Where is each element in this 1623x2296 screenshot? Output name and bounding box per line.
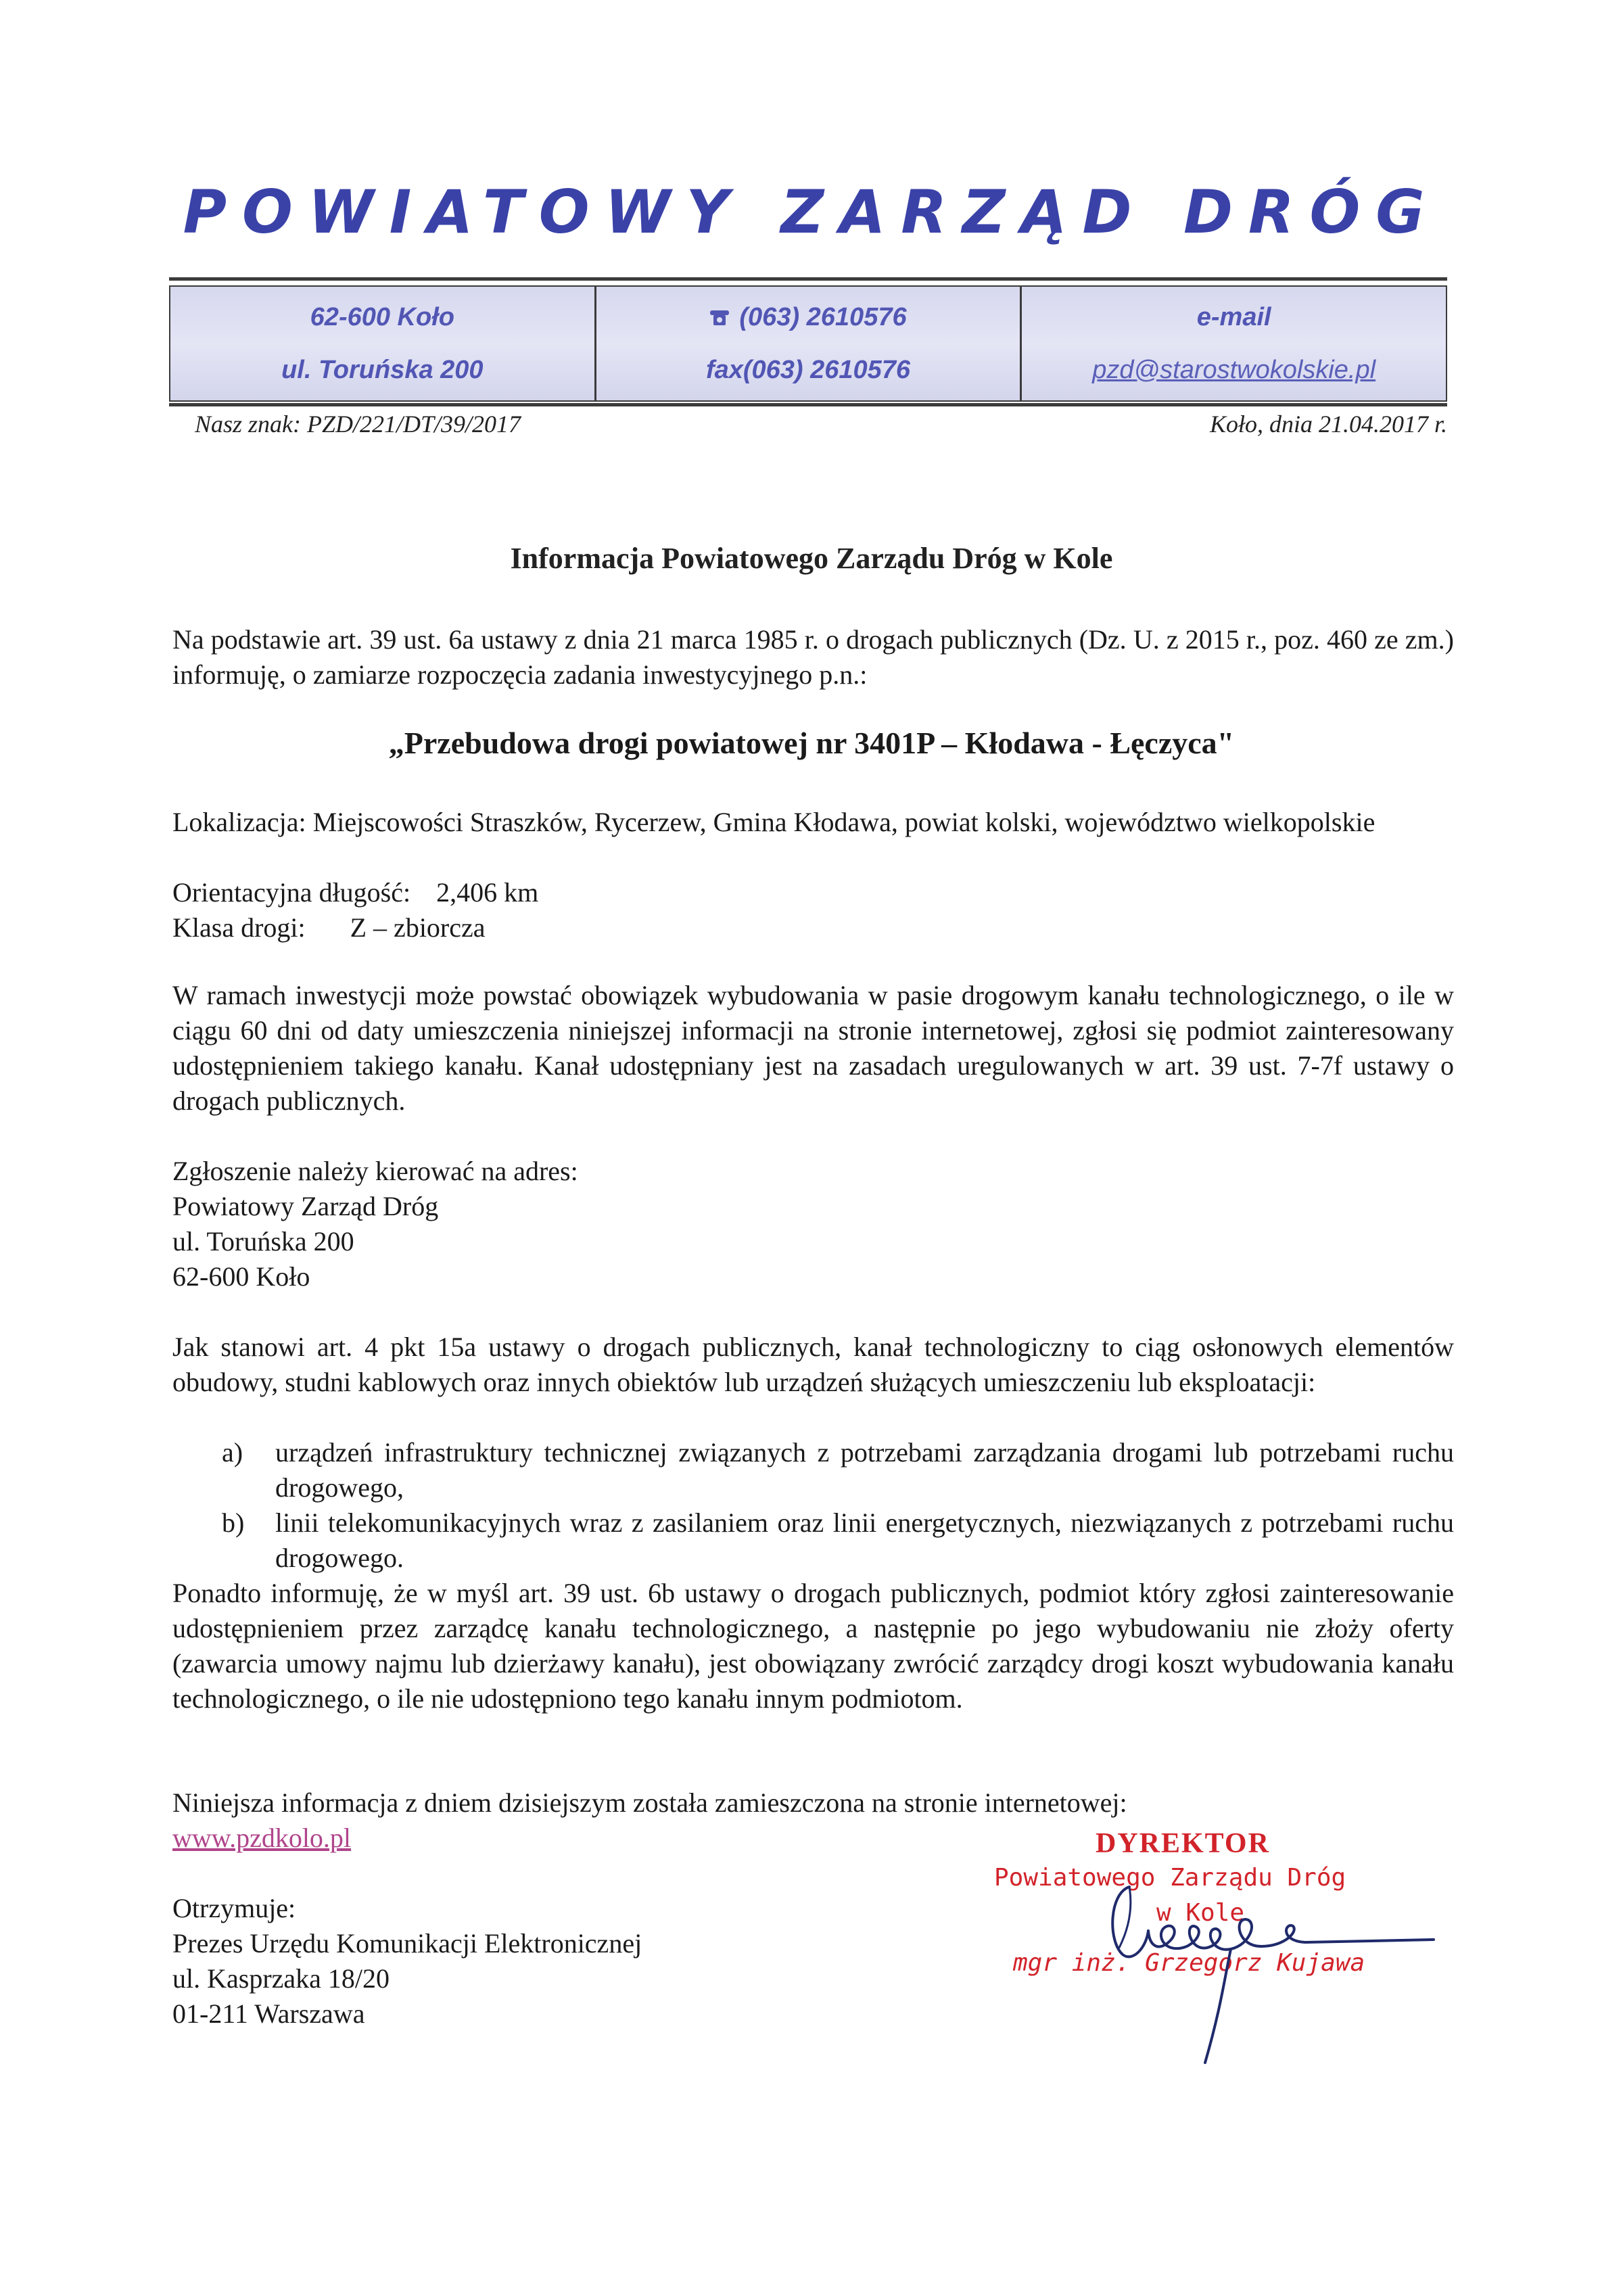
length-label: Orientacyjna długość: xyxy=(172,877,411,908)
list-item-a-letter: a) xyxy=(222,1437,243,1468)
submission-intro: Zgłoszenie należy kierować na adres: xyxy=(172,1156,578,1186)
submission-street: ul. Toruńska 200 xyxy=(172,1226,354,1257)
list-item-b-text: linii telekomunikacyjnych wraz z zasilaniem oraz linii energetycznych, niezwiązanych z potrzebami ruchu drogowego. xyxy=(275,1507,1454,1573)
definition-paragraph: Jak stanowi art. 4 pkt 15a ustawy o drogach publicznych, kanał technologiczny to ciąg osłonowych elementów obudowy, studni kablowych oraz innych obiektów lub urządzeń służących umieszczeniu lub eksploatacji: xyxy=(172,1332,1454,1397)
document-heading: Informacja Powiatowego Zarządu Dróg w Kole xyxy=(510,542,1113,575)
stamp-line-1: Powiatowego Zarządu Dróg xyxy=(994,1864,1346,1892)
header-rule-top xyxy=(169,277,1447,281)
recipient-label: Otrzymuje: xyxy=(172,1893,296,1923)
contact-address xyxy=(170,287,594,400)
recipient-street: ul. Kasprzaka 18/20 xyxy=(172,1963,390,1994)
publication-text: Niniejsza informacja z dniem dzisiejszym została zamieszczona na stronie internetowej: xyxy=(172,1787,1127,1818)
email-label: e-mail xyxy=(1196,303,1271,331)
header-rule-bottom xyxy=(169,403,1447,406)
stamp-line-2: w Kole xyxy=(1156,1899,1245,1927)
contact-email xyxy=(1020,287,1446,400)
contact-phone xyxy=(594,287,1020,400)
address-line-1: 62-600 Koło xyxy=(310,303,454,331)
obligation-paragraph: Ponadto informuję, że w myśl art. 39 ust. 6b ustawy o drogach publicznych, podmiot który zgłosi zainteresowanie udostępnieniem przez zarządcę kanału technologicznego, a następnie po jego wybudowaniu nie złoży oferty (zawarcia umowy najmu lub dzierżawy kanału), jest obowiązany zwrócić zarządcy drogi koszt wybudowania kanału technologicznego, o ile nie udostępniono tego kanału innym podmiotom. xyxy=(172,1578,1454,1714)
class-row xyxy=(172,910,486,945)
organization-name: POWIATOWY ZARZĄD DRÓG xyxy=(183,177,1440,247)
submission-name: Powiatowy Zarząd Dróg xyxy=(172,1191,439,1221)
list-item-b-letter: b) xyxy=(222,1507,245,1538)
stamp-title: DYREKTOR xyxy=(1096,1828,1270,1859)
contact-box xyxy=(169,285,1447,402)
intro-paragraph: Na podstawie art. 39 ust. 6a ustawy z dnia 21 marca 1985 r. o drogach publicznych (Dz. U. z 2015 r., poz. 460 ze zm.) informuję, o zamiarze rozpoczęcia zadania inwestycyjnego p.n.: xyxy=(172,624,1454,690)
length-value: 2,406 km xyxy=(436,877,539,908)
reference-number: Nasz znak: PZD/221/DT/39/2017 xyxy=(195,411,521,438)
document-date: Koło, dnia 21.04.2017 r. xyxy=(1209,411,1447,438)
location-paragraph: Lokalizacja: Miejscowości Straszków, Rycerzew, Gmina Kłodawa, powiat kolski, województwo wielkopolskie xyxy=(172,807,1375,837)
project-title: „Przebudowa drogi powiatowej nr 3401P – Kłodawa - Łęczyca" xyxy=(388,726,1235,760)
handwritten-signature xyxy=(1028,1867,1447,2069)
class-value: Z – zbiorcza xyxy=(350,912,486,943)
submission-city: 62-600 Koło xyxy=(172,1261,310,1292)
website-link[interactable]: www.pzdkolo.pl xyxy=(172,1823,352,1853)
length-row xyxy=(172,875,538,910)
phone-number: (063) 2610576 xyxy=(739,303,907,331)
recipient-name: Prezes Urzędu Komunikacji Elektronicznej xyxy=(172,1928,642,1959)
list-item-a-text: urządzeń infrastruktury technicznej związanych z potrzebami zarządzania drogami lub potrzebami ruchu drogowego, xyxy=(275,1437,1454,1503)
recipient-city: 01-211 Warszawa xyxy=(172,1998,365,2029)
email-link[interactable]: pzd@starostwokolskie.pl xyxy=(1092,356,1376,384)
address-line-2: ul. Toruńska 200 xyxy=(281,356,484,384)
telephone-icon xyxy=(709,308,730,326)
class-label: Klasa drogi: xyxy=(172,912,306,943)
stamp-line-3: mgr inż. Grzegorz Kujawa xyxy=(1013,1949,1365,1977)
fax-number: fax(063) 2610576 xyxy=(705,356,911,384)
channel-paragraph: W ramach inwestycji może powstać obowiązek wybudowania w pasie drogowym kanału technologicznego, o ile w ciągu 60 dni od daty umieszczenia niniejszej informacji na stronie internetowej, zgłosi się podmiot zainteresowany udostępnieniem takiego kanału. Kanał udostępniany jest na zasadach uregulowanych w art. 39 ust. 7-7f ustawy o drogach publicznych. xyxy=(172,980,1454,1116)
